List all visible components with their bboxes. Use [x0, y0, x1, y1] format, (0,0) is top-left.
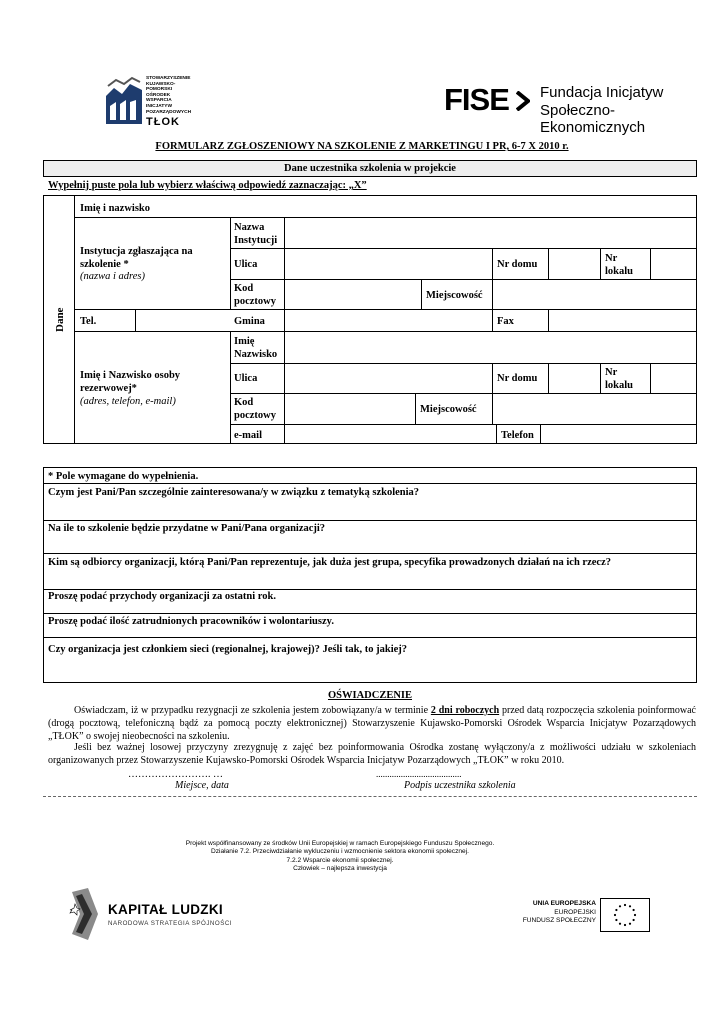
tlok-logo-line: STOWARZYSZENIE — [146, 76, 191, 81]
required-note: * Pole wymagane do wypełnienia. — [48, 471, 199, 482]
declaration-title: OŚWIADCZENIE — [327, 690, 413, 701]
signature-dots: ...................................... — [376, 769, 462, 779]
city-label: Miejscowość — [420, 404, 477, 415]
kapital-ludzki-logo — [66, 888, 236, 940]
eu-logo-sub-1: EUROPEJSKI — [554, 908, 596, 916]
footer-text — [0, 840, 680, 874]
declaration-deadline: 2 dni roboczych — [430, 705, 500, 716]
declaration-paragraph-1 — [48, 704, 696, 743]
house-number-field[interactable] — [549, 249, 600, 279]
postcode-field[interactable] — [285, 394, 415, 424]
commune-field[interactable] — [285, 310, 492, 331]
institution-hint: (nazwa i adres) — [80, 271, 145, 282]
footer-line-2: Działanie 7.2. Przeciwdziałanie wykluczeniu i wzmocnienie sektora ekonomii społecznej. — [210, 848, 469, 856]
tlok-logo-line: POZARZĄDOWYCH — [146, 109, 192, 115]
fise-logo-text-1: Fundacja Inicjatyw — [540, 84, 664, 101]
city-label: Miejscowość — [426, 290, 483, 301]
tlok-logo-line: POMORSKI — [146, 87, 173, 93]
place-date-label: Miejsce, data — [175, 780, 229, 791]
city-field[interactable] — [493, 280, 696, 309]
fise-logo — [444, 82, 714, 136]
section-header — [43, 160, 697, 177]
dashed-divider — [43, 796, 697, 797]
question-6: Czy organizacja jest członkiem sieci (regionalnej, krajowej)? Jeśli tak, to jakiej? — [48, 644, 408, 655]
fise-logo-mark: FISE — [444, 82, 509, 117]
page-title: FORMULARZ ZGŁOSZENIOWY NA SZKOLENIE Z MARKETINGU I PR, 6-7 X 2010 r. — [155, 141, 569, 152]
question-3: Kim są odbiorcy organizacji, którą Pani/Pan reprezentuje, jak duża jest grupa, specyfika prowadzonych działań na ich rzecz? — [48, 557, 611, 568]
street-field[interactable] — [285, 249, 492, 279]
answer-6-field[interactable] — [44, 658, 696, 682]
commune-label: Gmina — [234, 316, 265, 327]
flat-number-field[interactable] — [651, 249, 696, 279]
tlok-logo-line: INICJATYW — [146, 103, 173, 109]
answer-4-field[interactable] — [44, 604, 696, 613]
institution-label: Instytucja zgłaszająca na szkolenie * — [80, 246, 193, 270]
footer-line-1: Projekt współfinansowany ze środków Unii Europejskiej w ramach Europejskiego Funduszu Społecznego. — [185, 840, 495, 847]
fise-logo-text-2: Społeczno-Ekonomicznych — [540, 102, 646, 136]
reserve-person-hint: (adres, telefon, e-mail) — [80, 396, 176, 407]
tlok-logo — [104, 76, 204, 128]
institution-name-field[interactable] — [285, 218, 696, 248]
first-last-name-label: Imię Nazwisko — [234, 336, 278, 360]
eu-logo-title: UNIA EUROPEJSKA — [532, 900, 596, 907]
email-label: e-mail — [234, 430, 262, 441]
footer-line-3: 7.2.2 Wsparcie ekonomii społecznej. — [286, 856, 394, 864]
declaration-paragraph-2: Jeśli bez ważnej losowej przyczyny zrezygnuję z zajęć bez poinformowania Ośrodka zostanę wyłączony/a z możliwości udziału w szkoleniach organizowanych przez Stowarzyszenie Kujawsko-Pomorski Ośrodek Wsparcia Inicjatyw Pozarządowych „TŁOK” w roku 2010. — [48, 742, 696, 766]
place-date-field[interactable] — [120, 766, 260, 780]
reserve-person-label: Imię i Nazwisko osoby rezerwowej* — [80, 370, 181, 394]
postcode-field[interactable] — [285, 280, 421, 309]
house-number-label: Nr domu — [497, 259, 538, 270]
answer-3-field[interactable] — [44, 570, 696, 589]
question-1: Czym jest Pani/Pan szczególnie zainteresowana/y w związku z tematyką szkolenia? — [48, 487, 420, 498]
question-2: Na ile to szkolenie będzie przydatne w Pani/Pana organizacji? — [48, 523, 326, 534]
eu-logo-sub-2: FUNDUSZ SPOŁECZNY — [522, 917, 596, 925]
tlok-logo-name: TŁOK — [146, 116, 180, 128]
chevron-right-icon — [516, 91, 530, 111]
kapital-ludzki-title: KAPITAŁ LUDZKI — [108, 902, 223, 917]
answer-1-field[interactable] — [44, 500, 696, 520]
declaration-text: Oświadczam, iż w przypadku rezygnacji ze szkolenia jestem zobowiązany/a w terminie — [74, 705, 429, 716]
answer-5-field[interactable] — [44, 629, 696, 637]
section-header-label: Dane uczestnika szkolenia w projekcie — [284, 163, 456, 174]
house-number-label: Nr domu — [497, 373, 538, 384]
signature-label: Podpis uczestnika szkolenia — [404, 780, 516, 791]
name-label: Imię i nazwisko — [80, 203, 151, 214]
name-field[interactable] — [231, 196, 696, 217]
street-label: Ulica — [234, 259, 258, 270]
form-instruction: Wypełnij puste pola lub wybierz właściwą odpowiedź zaznaczając: „X” — [48, 180, 367, 191]
signature-field[interactable] — [372, 766, 512, 780]
fax-label: Fax — [497, 316, 514, 327]
institution-name-label: Nazwa Instytucji — [234, 222, 278, 246]
side-label: Dane — [54, 307, 66, 332]
house-number-field[interactable] — [549, 364, 600, 393]
declaration-text: przed datą rozpoczęcia szkolenia poinformować (drogą pocztową, telefoniczną bądź za pomocą poczty elektronicznej) Stowarzyszenie Kujawsko-Pomorski Ośrodek Wsparcia Inicjatyw Pozarządowych „TŁOK” o swojej nieobecności na szkoleniu. — [48, 705, 696, 742]
question-5: Proszę podać ilość zatrudnionych pracowników i wolontariuszy. — [48, 616, 334, 627]
postcode-label: Kod pocztowy — [234, 397, 276, 421]
flat-number-field[interactable] — [651, 364, 696, 393]
fax-field[interactable] — [549, 310, 696, 331]
postcode-label: Kod pocztowy — [234, 283, 276, 307]
flat-number-label: Nr lokalu — [605, 367, 634, 391]
flat-number-label: Nr lokalu — [605, 253, 634, 277]
email-field[interactable] — [285, 425, 496, 444]
city-field[interactable] — [493, 394, 696, 424]
eu-logo — [520, 896, 660, 936]
place-date-dots: ……………………. … — [128, 769, 223, 780]
street-field[interactable] — [285, 364, 492, 393]
eu-flag-icon — [600, 898, 650, 932]
phone-field[interactable] — [541, 425, 696, 444]
tlok-logo-line: WSPARCIA — [146, 98, 172, 104]
tlok-logo-graphic — [104, 76, 144, 126]
question-4: Proszę podać przychody organizacji za ostatni rok. — [48, 591, 276, 602]
footer-line-4: Człowiek – najlepsza inwestycja — [293, 865, 387, 873]
tlok-logo-line: OŚRODEK — [146, 92, 171, 98]
tel-label: Tel. — [80, 316, 97, 327]
kapital-ludzki-subtitle: NARODOWA STRATEGIA SPÓJNOŚCI — [108, 920, 233, 927]
street-label: Ulica — [234, 373, 258, 384]
phone-label: Telefon — [501, 430, 534, 441]
first-last-name-field[interactable] — [285, 332, 696, 363]
tlok-logo-line: KUJAWSKO- — [146, 81, 176, 87]
kapital-ludzki-logo-graphic — [66, 888, 100, 940]
tel-field[interactable] — [136, 310, 230, 331]
answer-2-field[interactable] — [44, 536, 696, 553]
